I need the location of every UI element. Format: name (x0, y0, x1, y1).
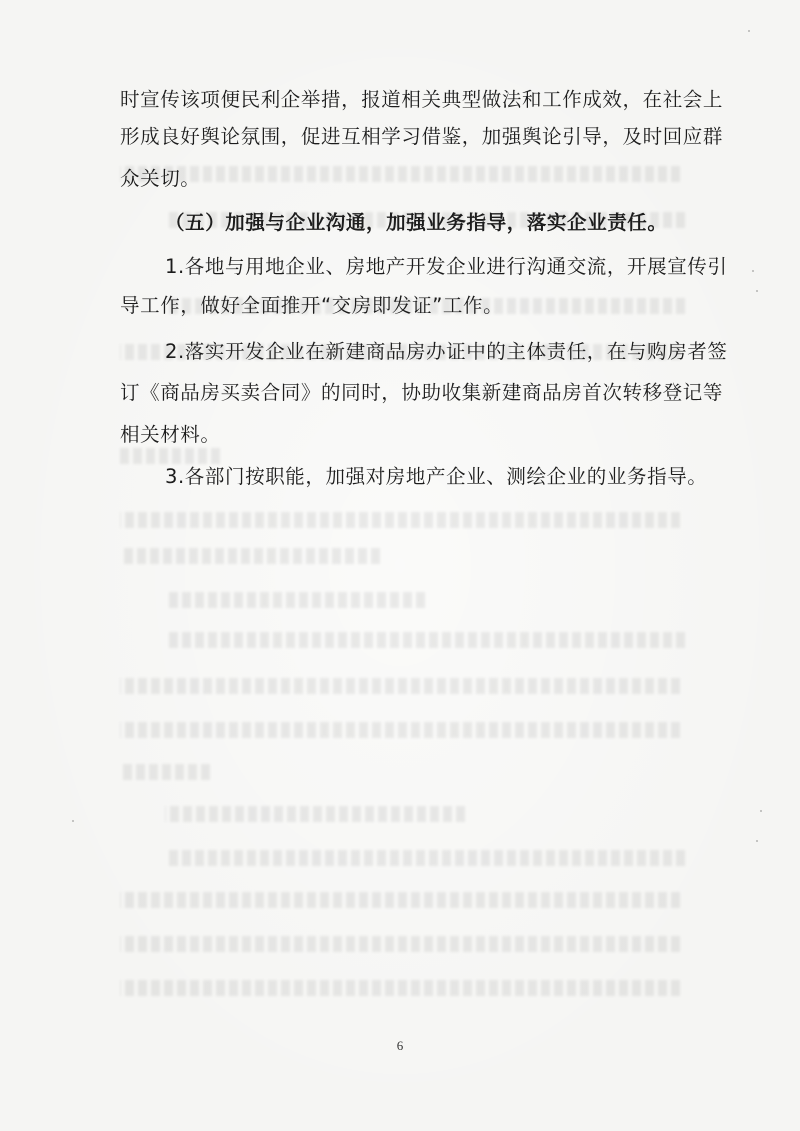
bleed-through-mark (120, 678, 680, 694)
bleed-through-mark (120, 892, 680, 908)
scan-speck (756, 840, 758, 842)
body-text-line: 相关材料。 (120, 423, 221, 446)
bleed-through-mark (120, 448, 220, 464)
bleed-through-mark (120, 980, 680, 996)
scan-speck (72, 820, 74, 822)
bleed-through-mark (165, 850, 685, 866)
bleed-through-mark (120, 722, 680, 738)
section-heading: （五）加强与企业沟通，加强业务指导，落实企业责任。 (165, 211, 668, 234)
body-text-line: 订《商品房买卖合同》的同时，协助收集新建商品房首次转移登记等 (120, 381, 724, 404)
scan-speck (748, 30, 750, 32)
body-text-line: 导工作，做好全面推开“交房即发证”工作。 (120, 294, 504, 317)
bleed-through-mark (165, 632, 685, 648)
bleed-through-mark (120, 936, 680, 952)
body-text-line: 3.各部门按职能，加强对房地产企业、测绘企业的业务指导。 (165, 465, 708, 488)
scan-speck (760, 810, 762, 812)
body-text-line: 众关切。 (120, 167, 201, 190)
page-number: 6 (396, 1038, 404, 1053)
body-text-line: 形成良好舆论氛围，促进互相学习借鉴，加强舆论引导，及时回应群 (120, 125, 724, 148)
scan-speck (756, 290, 758, 292)
body-text-line: 时宣传该项便民利企举措，报道相关典型做法和工作成效，在社会上 (120, 88, 724, 111)
bleed-through-mark (120, 512, 680, 528)
body-text-line: 2.落实开发企业在新建商品房办证中的主体责任，在与购房者签 (165, 340, 728, 363)
bleed-through-mark (165, 592, 425, 608)
body-text-line: 1.各地与用地企业、房地产开发企业进行沟通交流，开展宣传引 (165, 255, 728, 278)
bleed-through-mark (120, 764, 210, 780)
bleed-through-mark (120, 548, 380, 564)
bleed-through-mark (165, 806, 465, 822)
bleed-through-mark (120, 166, 680, 182)
scan-speck (752, 270, 754, 272)
